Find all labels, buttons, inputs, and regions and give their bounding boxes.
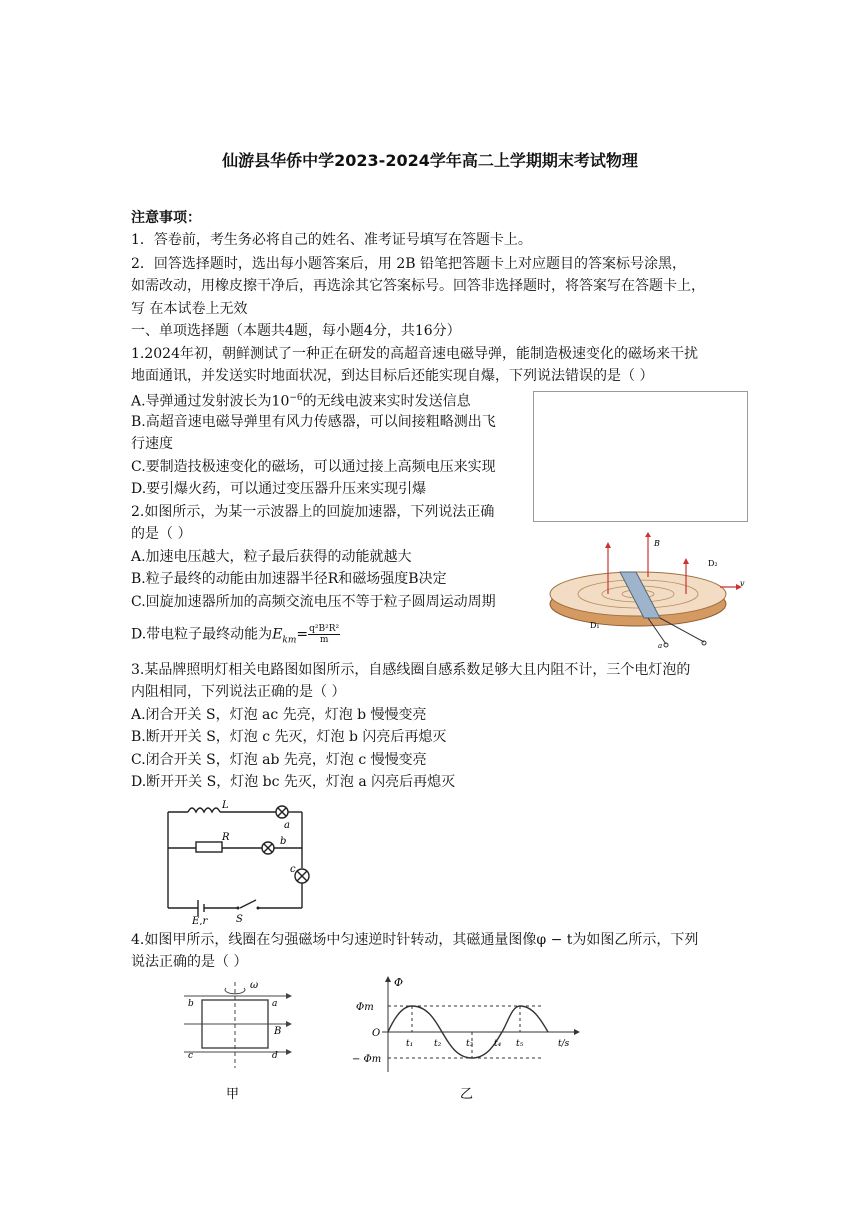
q1-option-c: C.要制造技极速变化的磁场，可以通过接上高频电压来实现 [131,459,496,475]
jia-label-b: b [188,999,194,1009]
notice-item: 写 在本试卷上无效 [131,301,248,317]
yi-label-t4: t₄ [494,1039,502,1049]
cyclotron-label-D1: D₁ [590,621,600,630]
q1-option-a: A.导弹通过发射波长为$10^{-6}$的无线电波来实时发送信息 [131,393,471,410]
circuit-label-Er: E,r [192,916,208,925]
cyclotron-figure [548,532,748,652]
yi-label-t1: t₁ [406,1039,414,1049]
yi-label-taxis: t/s [558,1039,570,1049]
circuit-label-L: L [222,800,229,811]
q3-option-d: D.断开开关 S，灯泡 bc 先灭，灯泡 a 闪亮后再熄灭 [131,774,456,790]
q1-option-b-cont: 行速度 [131,436,173,452]
q3-option-c: C.闭合开关 S，灯泡 ab 先亮，灯泡 c 慢慢变亮 [131,752,427,768]
cyclotron-label-a: a [658,642,663,650]
yi-label-t3: t₃ [466,1039,474,1049]
yi-label-phi: Φ [394,976,404,989]
q2-option-c: C.回旋加速器所加的高频交流电压不等于粒子圆周运动周期 [131,594,496,610]
yi-label-neg-phim: − Φm [352,1054,382,1065]
q1-stem: 地面通讯，并发送实时地面状况，到达目标后还能实现自爆，下列说法错误的是（ ） [131,368,654,384]
flux-graph-yi [352,974,592,1104]
jia-label-B: B [274,1026,282,1037]
q3-option-a: A.闭合开关 S，灯泡 ac 先亮，灯泡 b 慢慢变亮 [131,707,427,723]
q2-option-d: D.带电粒子最终动能为$E_{km}=$ $\frac{\text{q²B²R²}}{m}$ [131,624,340,646]
q2-option-a: A.加速电压越大，粒子最后获得的动能就越大 [131,549,412,565]
jia-label-omega: ω [250,980,259,991]
circuit-label-c: c [290,864,296,875]
q3-stem: 3.某品牌照明灯相关电路图如图所示，自感线圈自感系数足够大且内阻不计，三个电灯泡的 [131,662,691,678]
coil-figure-jia [178,976,298,1102]
notice-item: 2．回答选择题时，选出每小题答案后，用 2B 铅笔把答题卡上对应题目的答案标号涂黑， [131,256,687,272]
kinetic-energy-fraction: $\frac{\text{q²B²R²}}{m}$ [309,624,340,645]
yi-label-origin: O [372,1028,381,1039]
section-heading: 一、单项选择题（本题共4题，每小题4分，共16分） [131,323,461,339]
yi-label-t2: t₂ [434,1039,442,1049]
q4-stem: 说法正确的是（ ） [131,954,248,970]
cyclotron-label-v: v [740,579,745,588]
circuit-label-S: S [236,914,243,925]
q4-stem: 4.如图甲所示，线圈在匀强磁场中匀速逆时针转动，其磁通量图像φ − t为如图乙所示，下列 [131,932,699,948]
q2-stem: 2.如图所示，为某一示波器上的回旋加速器，下列说法正确 [131,504,495,520]
exam-title: 仙游县华侨中学2023-2024学年高二上学期期末考试物理 [222,151,638,170]
yi-label-t5: t₅ [516,1039,524,1049]
circuit-label-a: a [284,820,290,831]
yi-label-phim: Φm [356,1002,374,1013]
q1-figure-frame [533,391,748,522]
notice-item: 如需改动，用橡皮擦干净后，再选涂其它答案标号。回答非选择题时，将答案写在答题卡上， [131,278,705,294]
q3-option-b: B.断开开关 S，灯泡 c 先灭，灯泡 b 闪亮后再熄灭 [131,729,447,745]
cyclotron-label-D2: D₂ [708,559,718,568]
q1-option-b: B.高超音速电磁导弹里有风力传感器，可以间接粗略测出飞 [131,414,496,430]
cyclotron-label-B: B [654,539,660,548]
q2-option-b: B.粒子最终的动能由加速器半径R和磁场强度B决定 [131,571,447,587]
notice-heading: 注意事项： [131,210,201,226]
jia-label-c: c [188,1051,194,1061]
q3-stem: 内阻相同，下列说法正确的是（ ） [131,684,346,700]
circuit-label-R: R [222,832,230,843]
circuit-figure [160,800,330,925]
yi-caption: 乙 [460,1087,474,1102]
q1-option-d: D.要引爆火药，可以通过变压器升压来实现引爆 [131,481,427,497]
jia-label-a: a [272,999,278,1009]
q1-stem: 1.2024年初，朝鲜测试了一种正在研发的高超音速电磁导弹，能制造极速变化的磁场来干扰 [131,346,698,362]
jia-label-d: d [272,1051,278,1061]
q2-stem: 的是（ ） [131,526,192,542]
notice-item: 1．答卷前，考生务必将自己的姓名、准考证号填写在答题卡上。 [131,232,532,248]
circuit-label-b: b [280,836,287,847]
jia-caption: 甲 [226,1087,240,1102]
